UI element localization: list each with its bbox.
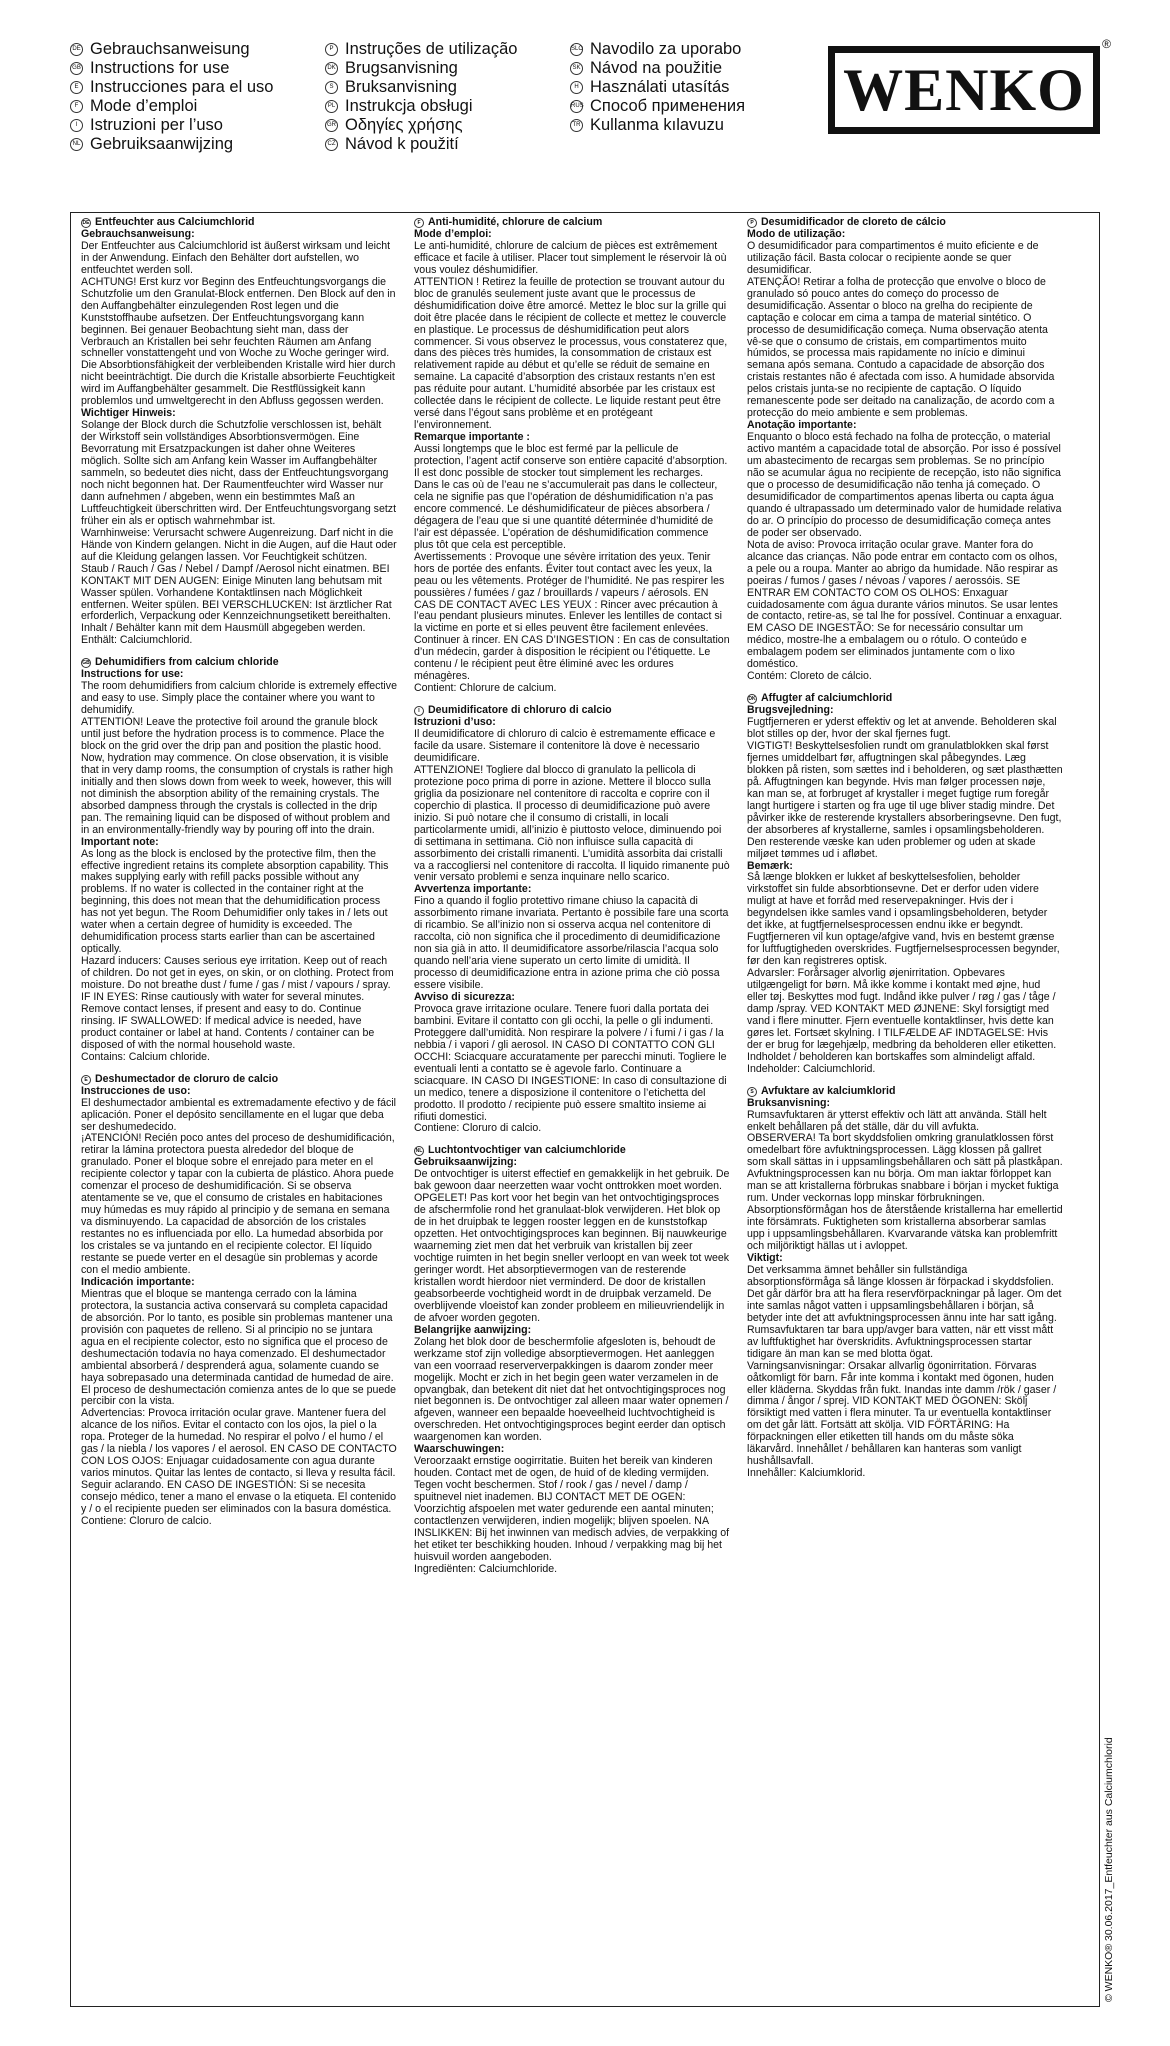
section-paragraph: VIGTIGT! Beskyttelsesfolien rundt om granulatblokken skal først fjernes umiddelbart før, affugtningen skal påbegyndes. Læg blokken på risten, som sættes ind i beholderen, og sæt plasthætten på. Affugtningen kan begynde. Hvis man følger processen nøje, kan man se, at forbruget af krystaller i meget fugtige rum foregår langt hurtigere i starten og fra uge til uge bliver stadig mindre. Det påvirker ikke de resterende krystallers absorberingsevne. Den fugt, der absorberes af krystallerne, samles i opsamlingsbeholderen. Den resterende væske kan uden problemer og uden at skade miljøet tømmes ud i afløbet. bbox=[747, 739, 1063, 860]
section-paragraph: Solange der Block durch die Schutzfolie verschlossen ist, behält der Wirkstoff sein vollständiges Absorbtionsvermögen. Eine Bevorratung mit Ersatzpackungen ist daher ohne Weiteres möglich. Sollte sich am Anfang kein Wasser im Auffangbehälter sammeln, so bedeutet dies nicht, dass der Entfeuchtungsvorgang noch nicht begonnen hat. Der Raumentfeuchter wird Wasser nur dann aufnehmen / abgeben, wenn ein bestimmtes Maß an Luftfeuchtigkeit überschritten wird. Der Entfeuchtungsvorgang setzt früher ein als er optisch wahrnehmbar ist. bbox=[81, 419, 397, 527]
section-paragraph: Fino a quando il foglio protettivo rimane chiuso la capacità di assorbimento rimane invariata. Pertanto è possibile fare una scorta di ricambio. Se all’inizio non si osserva acqua nel contenitore di raccolta, ciò non significa che il procedimento di deumidificazione non sia già in atto. Il deumidificatore assorbe/rilascia l’acqua solo quando nell’aria viene superato un certo limite di umidità. Il processo di deumidificazione entra in azione prima che ciò possa essere visibile. bbox=[414, 895, 729, 992]
language-code-badge: P bbox=[747, 218, 757, 228]
section-paragraph: De ontvochtiger is uiterst effectief en gemakkelijk in het gebruik. De bak gewoon daar neerzetten waar vocht onttrokken moet worden. bbox=[414, 1168, 730, 1193]
section-paragraph: Gebrauchsanweisung: bbox=[81, 227, 195, 240]
language-label: Instruções de utilização bbox=[345, 40, 518, 58]
section-paragraph: Instructions for use: bbox=[81, 668, 184, 681]
section-paragraph: Instrucciones de uso: bbox=[81, 1084, 191, 1097]
footer-code: © WENKO® 30.06.2017_Entfeuchter aus Calciumchlorid bbox=[1103, 1737, 1115, 2002]
section-paragraph: As long as the block is enclosed by the protective film, then the effective ingredient retains its complete absorption capability. This makes supplying early with refill packs possible without any problems. If no water is collected in the container right at the beginning, this does not mean that the dehumidification process has not yet begun. The Room Dehumidifier only takes in / lets out water when a certain degree of humidity is exceeded. The dehumidification process starts earlier than can be ascertained optically. bbox=[81, 847, 389, 956]
language-code-badge: SK bbox=[570, 62, 583, 75]
section-paragraph: Provoca grave irritazione oculare. Tenere fuori dalla portata dei bambini. Evitare il contatto con gli occhi, la pelle o gli indumenti. Proteggere dall’umidità. Non respirare la polvere / i fumi / i gas / la nebbia / i vapori / gli aerosol. IN CASO DI CONTATTO CON GLI OCCHI: Sciacquare accuratamente per parecchi minuti. Togliere le eventuali lenti a contatto se è agevole farlo. Continuare a sciacquare. IN CASO DI INGESTIONE: In caso di consultazione di un medico, tenere a disposizione il contenitore o l’etichetta del prodotto. Il prodotto / recipiente può essere smaltito insieme ai rifiuti domestici. bbox=[414, 1002, 727, 1123]
section-fr bbox=[414, 217, 730, 695]
section-paragraph: Advarsler: Forårsager alvorlig øjenirritation. Opbevares utilgængeligt for børn. Må ikke komme i kontakt med øjne, hud eller tøj. Beskyttes mod fugt. Indånd ikke pulver / røg / gas / tåge / damp /spray. VED KONTAKT MED ØJNENE: Skyl forsigtigt med vand i flere minutter. Fjern eventuelle kontaktlinser, hvis dette kan gøres let. Fortsæt skylning. I TILFÆLDE AF INDTAGELSE: Hvis der er brug for lægehjælp, medbring da beholderen eller etiketten. Indholdet / beholderen kan bortskaffes som almindeligt affald. bbox=[747, 967, 1057, 1063]
section-paragraph: The room dehumidifiers from calcium chloride is extremely effective and easy to use. Simply place the container where you want to dehumidify. bbox=[81, 680, 397, 717]
section-paragraph: Contém: Cloreto de cálcio. bbox=[747, 670, 872, 683]
language-code-badge: F bbox=[414, 218, 424, 228]
language-item bbox=[570, 116, 745, 135]
section-paragraph: ATTENTION! Leave the protective foil around the granule block until just before the hydration process is to commence. Place the block on the grid over the drip pan and position the plastic hood. Now, hydration may commence. On close observation, it is visible that in very damp rooms, the consumption of crystals is rather high initially and then slows down from week to week, however, this will not diminish the absorption ability of the remaining crystals. The absorbed dampness through the crystals is collected in the drip pan. The remaining liquid can be disposed of without problem and in an environmentally-friendly way by pouring off into the drain. bbox=[81, 716, 394, 836]
language-item bbox=[70, 116, 273, 135]
section-title-text: Avfuktare av kalciumklorid bbox=[761, 1084, 896, 1097]
section-paragraph: Istruzioni d’uso: bbox=[414, 716, 496, 729]
language-code-badge: S bbox=[325, 81, 338, 94]
section-title bbox=[81, 1074, 397, 1086]
section-paragraph: Hazard inducers: Causes serious eye irritation. Keep out of reach of children. Do not get in eyes, on skin, or on clothing. Protect from moisture. Do not breathe dust / fume / gas / mist / vapours / spray. IF IN EYES: Rinse cautiously with water for several minutes. Remove contact lenses, if present and easy to do. Continue rinsing. IF SWALLOWED: If medical advice is needed, have product container or label at hand. Contents / container can be disposed of with the normal household waste. bbox=[81, 955, 394, 1051]
language-code-badge: I bbox=[414, 706, 424, 716]
instructions-box bbox=[70, 212, 1100, 2007]
language-label: Használati utasítás bbox=[590, 78, 730, 96]
section-paragraph: Avviso di sicurezza: bbox=[414, 991, 515, 1003]
language-label: Navodilo za uporabo bbox=[590, 40, 742, 58]
language-item bbox=[325, 116, 517, 135]
language-list-1 bbox=[70, 40, 273, 154]
language-list-3 bbox=[570, 40, 745, 135]
section-pt bbox=[747, 217, 1063, 683]
language-code-badge: P bbox=[325, 43, 338, 56]
section-paragraph: Modo de utilização: bbox=[747, 227, 846, 240]
section-paragraph: Anotação importante: bbox=[747, 419, 857, 432]
language-code-badge: GR bbox=[325, 119, 338, 132]
language-item bbox=[70, 59, 273, 78]
section-paragraph: Ingrediënten: Calciumchloride. bbox=[414, 1562, 558, 1575]
section-paragraph: Indicación importante: bbox=[81, 1275, 195, 1288]
section-paragraph: Der Entfeuchter aus Calciumchlorid ist äußerst wirksam und leicht in der Anwendung. Einfach den Behälter dort aufstellen, wo entfeuchtet werden soll. bbox=[81, 239, 391, 276]
language-item bbox=[325, 78, 517, 97]
language-item bbox=[325, 59, 517, 78]
section-paragraph: ATTENZIONE! Togliere dal blocco di granulato la pellicola di protezione poco prima di porre in azione. Mettere il blocco sulla griglia da posizionare nel contenitore di raccolta e coprire con il coperchio di plastica. Il processo di deumidificazione può avere inizio. Si può notare che il consumo di cristalli, in locali particolarmente umidi, all’inizio è piuttosto veloce, diminuendo poi di settimana in settimana. Ciò non influisce sulla capacità di assorbimento dei cristalli rimanenti. L’umidità assorbita dai cristalli va a raccogliersi nel contenitore di raccolta. Il liquido rimanente può venir versato problemi e senza inquinare nello scarico. bbox=[414, 763, 730, 884]
section-paragraph: OPGELET! Pas kort voor het begin van het ontvochtigingsproces de afschermfolie rond het granulaat-blok verwijderen. Het blok op de in het druipbak te leggen rooster leggen en de kunststofkap opzetten. Het ontvochtigingsproces kan beginnen. Bij nauwkeurige waarneming ziet men dat het verbruik van kristallen bij zeer vochtige ruimten in het begin sneller verloopt en van week tot week geringer wordt. Het absorptievermogen van de resterende kristallen wordt hierdoor niet verminderd. De door de kristallen geabsorbeerde vochtigheid wordt in de druipbak verzameld. De overblijvende vloeistof kan zonder probleem en milieuvriendelijk in de afvoer worden gegoten. bbox=[414, 1192, 730, 1324]
section-paragraph: Contient: Chlorure de calcium. bbox=[414, 682, 557, 695]
section-paragraph: Mode d’emploi: bbox=[414, 227, 492, 240]
section-paragraph: ¡ATENCIÓN! Recién poco antes del proceso de deshumidificación, retirar la lámina protectora puesta alrededor del bloque de granulado. Poner el bloque sobre el enrejado para meter en el recipiente colector y tapar con la cubierta de plástico. Ahora puede comenzar el proceso de deshumidificación. Si se observa atentamente se ve, que el consumo de cristales en habitaciones muy húmedas es muy rápido al principio y de semana en semana va disminuyendo. La capacidad de absorción de los cristales restantes no es influenciada por ello. La humedad absorbida por los cristales se va juntando en el recipiente colector. El líquido restante se puede verter en el desagüe sin problemas y acorde con el medio ambiente. bbox=[81, 1132, 395, 1276]
language-item bbox=[70, 40, 273, 59]
language-label: Návod na použitie bbox=[590, 59, 723, 77]
column-3 bbox=[747, 217, 1063, 2002]
section-paragraph: Det verksamma ämnet behåller sin fullständiga absorptionsförmåga så länge klossen är förpackad i skyddsfolien. Det går därför bra att ha flera reservförpackningar på lager. Om det inte samlas något vatten i uppsamlingsbehållaren i början, så betyder inte det att avfuktningsprocessen ännu inte har satt igång. Rumsavfuktaren tar bara upp/avger bara vatten, när ett visst mått av luftfuktighet har överskridits. Avfuktningsprocessen startar tidigare än man kan se med blotta ögat. bbox=[747, 1263, 1062, 1360]
language-code-badge: RUS bbox=[570, 100, 583, 113]
language-label: Instrucciones para el uso bbox=[90, 78, 274, 96]
section-paragraph: Il deumidificatore di chloruro di calcio è estremamente efficace e facile da usare. Sistemare il contenitore là dove è necessario deumidificare. bbox=[414, 728, 716, 764]
section-paragraph: Gebruiksaanwijzing: bbox=[414, 1156, 518, 1169]
language-code-badge: F bbox=[70, 100, 83, 113]
language-label: Gebruiksaanwijzing bbox=[90, 135, 234, 153]
language-code-badge: DK bbox=[325, 62, 338, 75]
section-paragraph: Warnhinweise: Verursacht schwere Augenreizung. Darf nicht in die Hände von Kindern gelangen. Nicht in die Augen, auf die Haut oder auf die Kleidung gelangen lassen. Vor Feuchtigkeit schützen. Staub / Rauch / Gas / Nebel / Dampf /Aerosol nicht einatmen. BEI KONTAKT MIT DEN AUGEN: Einige Minuten lang behutsam mit Wasser spülen. Vorhandene Kontaktlinsen nach Möglichkeit entfernen. Weiter spülen. BEI VERSCHLUCKEN: Ist ärztlicher Rat erforderlich, Verpackung oder Kennzeichnungsetikett bereithalten. Inhalt / Behälter kann mit dem Hausmüll abgegeben werden. bbox=[81, 526, 397, 635]
column-1 bbox=[81, 217, 397, 2002]
section-paragraph: Innehåller: Kalciumklorid. bbox=[747, 1467, 866, 1480]
section-it bbox=[414, 705, 730, 1135]
section-paragraph: OBSERVERA! Ta bort skyddsfolien omkring granulatklossen först omedelbart före avfuktningsprocessen. Lägg klossen på gallret som skall sättas in i uppsamlingsbehållaren och sätt på plastkåpan. Avfuktningsprocessen kan nu börja. Om man iaktar förloppet kan man se att kristallerna förbrukas snabbare i början i mycket fuktiga rum. Under veckornas lopp minskar förbrukningen. Absorptionsförmågan hos de återstående kristallerna har emellertid inte försämrats. Fuktigheten som kristallerna absorberar samlas upp i uppsamlingsbehållaren. Kvarvarande vätska kan problemfritt och miljöriktigt hällas ut i avloppet. bbox=[747, 1132, 1063, 1253]
section-paragraph: Contains: Calcium chloride. bbox=[81, 1050, 210, 1063]
language-code-badge: H bbox=[570, 81, 583, 94]
section-title-text: Luchtontvochtiger van calciumchloride bbox=[428, 1144, 626, 1157]
language-code-badge: E bbox=[81, 1075, 91, 1085]
language-code-badge: NL bbox=[415, 1148, 423, 1155]
language-item bbox=[70, 97, 273, 116]
section-paragraph: Avvertenza importante: bbox=[414, 883, 532, 896]
section-paragraph: Wichtiger Hinweis: bbox=[81, 407, 176, 420]
section-paragraph: Belangrijke aanwijzing: bbox=[414, 1323, 532, 1336]
section-paragraph: Varningsanvisningar: Orsakar allvarlig ögonirritation. Förvaras oåtkomligt för barn. Får inte komma i kontakt med ögonen, huden eller kläderna. Skyddas från fukt. Inandas inte damm /rök / gaser / dimma / ångor / sprej. VID KONTAKT MED ÖGONEN: Skölj försiktigt med vatten i flera minuter. Ta ur eventuella kontaktlinser om det går lätt. Fortsätt att skölja. VID FÖRTÄRING: Ha förpackningen eller etiketten till hands om du måste söka läkarvård. Innehållet / behållaren kan hanteras som vanligt hushållsavfall. bbox=[747, 1359, 1057, 1468]
language-code-badge: DE bbox=[70, 43, 83, 56]
language-list-2 bbox=[325, 40, 517, 154]
language-item bbox=[70, 78, 273, 97]
section-paragraph: Remarque importante : bbox=[414, 431, 530, 444]
section-paragraph: Så længe blokken er lukket af beskyttelsesfolien, beholder virkstoffet sin fulde absorbtionsevne. Det er derfor uden videre muligt at have et forråd med reservepakninger. Hvis der i begyndelsen ikke samles vand i opsamlingsbeholderen, betyder det ikke, at fugtfjernelsesprocessen endnu ikke er begyndt. Fugtfjerneren vil kun optage/afgive vand, hvis en bestemt grænse for luftfugtigheden overskrides. Fugtfjernelsesprocessen begynder, før den kan registreres optisk. bbox=[747, 871, 1060, 968]
language-label: Bruksanvisning bbox=[345, 78, 457, 96]
section-paragraph: Waarschuwingen: bbox=[414, 1443, 505, 1456]
section-paragraph: Aussi longtemps que le bloc est fermé par la pellicule de protection, l’agent actif conserve son entière capacité d’absorption. Il est donc possible de stocker tout simplement les recharges. Dans le cas où de l’eau ne s’accumulerait pas dans le collecteur, cela ne signifie pas que l’opération de déshumidification n’a pas encore commencé. Le déshumidificateur de pièces absorbera / dégagera de l’eau que si une quantité déterminée d’humidité de l’air est dépassée. L’opération de déshumidification commence plus tôt que cela est perceptible. bbox=[414, 443, 728, 551]
section-paragraph: Nota de aviso: Provoca irritação ocular grave. Manter fora do alcance das crianças. Não pode entrar em contacto com os olhos, a pele ou a roupa. Manter ao abrigo da humidade. Não respirar as poeiras / fumos / gases / névoas / vapores / aerossóis. SE ENTRAR EM CONTACTO COM OS OLHOS: Enxaguar cuidadosamente com água durante vários minutos. Se usar lentes de contacto, retire-as, se tal lhe for possível. Continuar a enxaguar. EM CASO DE INGESTÃO: Se for necessário consultar um médico, mostre-lhe a embalagem ou o rótulo. O conteúdo e embalagem podem ser eliminados juntamente com o lixo doméstico. bbox=[747, 538, 1063, 671]
language-label: Gebrauchsanweisung bbox=[90, 40, 250, 58]
language-label: Instrukcja obsługi bbox=[345, 97, 473, 115]
language-code-badge: DK bbox=[748, 696, 756, 703]
section-paragraph: Enquanto o bloco está fechado na folha de protecção, o material activo mantém a capacidade total de absorção. Por isso é possível um abastecimento de recargas sem problemas. Se no princípio não se acumular água no recipiente de recepção, isto não significa que o processo de desumidificação não tenha já começado. O desumidificador de compartimentos apenas liberta ou capta água quando é ultrapassado um determinado valor de humidade relativa do ar. O princípio do processo de desumidificação começa antes de poder ser observado. bbox=[747, 431, 1062, 539]
language-label: Instructions for use bbox=[90, 59, 230, 77]
language-item bbox=[570, 40, 745, 59]
section-paragraph: Indeholder: Calciumchlorid. bbox=[747, 1062, 876, 1075]
section-paragraph: Contiene: Cloruro de calcio. bbox=[81, 1514, 212, 1527]
language-code-badge: CZ bbox=[325, 138, 338, 151]
section-paragraph: El deshumectador ambiental es extremadamente efectivo y de fácil aplicación. Poner el depósito sencillamente en el lugar que deba ser deshumedecido. bbox=[81, 1096, 397, 1133]
section-paragraph: Bruksanvisning: bbox=[747, 1096, 831, 1109]
language-label: Brugsanvisning bbox=[345, 59, 458, 77]
language-code-badge: I bbox=[70, 119, 83, 132]
language-label: Istruzioni per l’uso bbox=[90, 116, 223, 134]
section-paragraph: Veroorzaakt ernstige oogirritatie. Buiten het bereik van kinderen houden. Contact met de ogen, de huid of de kleding vermijden. Tegen vocht beschermen. Stof / rook / gas / nevel / damp / spuitnevel niet inademen. BIJ CONTACT MET DE OGEN: Voorzichtig afspoelen met water gedurende een aantal minuten; contactlenzen verwijderen, indien mogelijk; blijven spoelen. NA INSLIKKEN: Bij het inwinnen van medisch advies, de verpakking of het etiket ter beschikking houden. Inhoud / verpakking mag bij het huisvuil worden aangeboden. bbox=[414, 1455, 730, 1563]
language-item bbox=[325, 40, 517, 59]
logo-registered-mark: ® bbox=[1102, 37, 1111, 51]
language-code-badge: SLO bbox=[570, 43, 583, 56]
section-paragraph: Zolang het blok door de beschermfolie afgesloten is, behoudt de werkzame stof zijn volledige absorptievermogen. Het aanleggen van een voorraad reserververpakkingen is daarom zonder meer mogelijk. Mocht er zich in het begin geen water verzamelen in de opvangbak, dan betekent dit niet dat het ontvochtigingsproces nog niet begonnen is. De ontvochtiger zal alleen maar water opnemen / afgeven, wanneer een bepaalde hoeveelheid luchtvochtigheid is overschreden. Het ontvochtigingsproces begint eerder dan optisch waargenomen kan worden. bbox=[414, 1335, 729, 1444]
language-code-badge: E bbox=[70, 81, 83, 94]
section-title-text: Desumidificador de cloreto de cálcio bbox=[761, 217, 946, 228]
language-label: Mode d’emploi bbox=[90, 97, 198, 115]
section-paragraph: Mientras que el bloque se mantenga cerrado con la lámina protectora, la sustancia activa conservará su completa capacidad de absorción. Por lo tanto, es posible sin problemas mantener una provisión con paquetes de relleno. Si al principio no se juntara agua en el recipiente colector, esto no significa que el proceso de deshumectación todavía no haya comenzado. El deshumectador ambiental absorberá / desprenderá agua, solamente cuando se haya sobrepasado una determinada cantidad de humedad de aire. El proceso de deshumectación comienza antes de lo que se puede percibir con la vista. bbox=[81, 1287, 397, 1408]
section-nl bbox=[414, 1145, 730, 1575]
section-paragraph: O desumidificador para compartimentos é muito eficiente e de utilização fácil. Basta colocar o recipiente aonde se quer desumidificar. bbox=[747, 239, 1039, 276]
language-code-badge: NL bbox=[70, 138, 83, 151]
section-dk bbox=[747, 693, 1063, 1076]
section-title-text: Affugter af calciumchlorid bbox=[761, 692, 893, 705]
language-label: Οδηγίες χρήσης bbox=[345, 116, 463, 134]
language-label: Kullanma kılavuzu bbox=[590, 116, 724, 134]
section-paragraph: Le anti-humidité, chlorure de calcium de pièces est extrêmement efficace et facile à utiliser. Placer tout simplement le réservoir là où vous voulez déshumidifier. bbox=[414, 239, 727, 276]
section-title-text: Dehumidifiers from calcium chloride bbox=[95, 656, 279, 669]
section-paragraph: ACHTUNG! Erst kurz vor Beginn des Entfeuchtungsvorgangs die Schutzfolie um den Granulat-Block entfernen. Den Block auf den in den Auffangbehälter einzulegenden Rost legen und die Kunststoffhaube aufsetzen. Der Entfeuchtungsvorgang kann beginnen. Bei genauer Beobachtung sieht man, dass der Verbrauch an Kristallen bei sehr feuchten Räumen am Anfang schneller vonstattengeht und von Woche zu Woche geringer wird. Die Absorbtionsfähigkeit der verbleibenden Kristalle wird hier durch nicht beeinträchtigt. Die durch die Kristalle absorbierte Feuchtigkeit wird im Auffangbehälter gesammelt. Die Restflüssigkeit kann problemlos und umweltgerecht in den Abfluss gegossen werden. bbox=[81, 275, 396, 408]
section-title-text: Entfeuchter aus Calciumchlorid bbox=[95, 217, 255, 228]
logo-text: WENKO bbox=[843, 56, 1085, 123]
section-title-text: Deshumectador de cloruro de calcio bbox=[95, 1072, 279, 1085]
section-paragraph: Contiene: Cloruro di calcio. bbox=[414, 1122, 542, 1135]
language-item bbox=[570, 78, 745, 97]
language-code-badge: PL bbox=[325, 100, 338, 113]
language-code-badge: TR bbox=[570, 119, 583, 132]
wenko-logo bbox=[828, 37, 1111, 134]
section-paragraph: Fugtfjerneren er yderst effektiv og let at anvende. Beholderen skal blot stilles op der, hvor der skal fjernes fugt. bbox=[747, 716, 1057, 741]
language-item bbox=[570, 59, 745, 78]
language-item bbox=[70, 135, 273, 154]
section-paragraph: Viktigt: bbox=[747, 1252, 783, 1265]
section-paragraph: Advertencias: Provoca irritación ocular grave. Mantener fuera del alcance de los niños. Evitar el contacto con los ojos, la piel o la ropa. Proteger de la humedad. No respirar el polvo / el humo / el gas / la niebla / los vapores / el aerosol. EN CASO DE CONTACTO CON LOS OJOS: Enjuagar cuidadosamente con agua durante varios minutos. Quitar las lentes de contacto, si lleva y resulta fácil. Seguir aclarando. EN CASO DE INGESTIÓN: Si se necesita consejo médico, tener a mano el envase o la etiqueta. El contenido y / o el recipiente pueden ser eliminados con la basura doméstica. bbox=[81, 1407, 397, 1516]
language-code-badge: DE bbox=[82, 219, 90, 226]
section-se bbox=[747, 1086, 1063, 1480]
section-paragraph: ATENÇÃO! Retirar a folha de protecção que envolve o bloco de granulado só pouco antes do começo do processo de desumidificação. Assentar o bloco na grelha do recipiente de captação e colocar em cima a tampa de material sintético. O processo de desumidificação começa. Numa observação atenta vê-se que o consumo de cristais, em compartimentos muito húmidos, se processa mais rapidamente no início e diminui semana após semana. Contudo a capacidade de absorção dos cristais restantes não é afectada com isso. A humidade absorvida pelos cristais junta-se no recipiente de captação. O líquido remanescente pode ser deitado na canalização, de acordo com a protecção do meio ambiente e sem problemas. bbox=[747, 275, 1055, 420]
section-title-text: Anti-humidité, chlorure de calcium bbox=[428, 217, 603, 228]
language-label: Návod k použití bbox=[345, 135, 459, 153]
language-code-badge: GB bbox=[70, 62, 83, 75]
section-paragraph: Important note: bbox=[81, 835, 159, 848]
column-2 bbox=[414, 217, 730, 2002]
section-paragraph: Avertissements : Provoque une sévère irritation des yeux. Tenir hors de portée des enfants. Éviter tout contact avec les yeux, la peau ou les vêtements. Protéger de l’humidité. Ne pas respirer les poussières / fumées / gaz / brouillards / vapeurs / aérosols. EN CAS DE CONTACT AVEC LES YEUX : Rincer avec précaution à l’eau pendant plusieurs minutes. Enlever les lentilles de contact si la victime en porte et si elles peuvent être facilement enlevées. Continuer à rincer. EN CAS D’INGESTION : En cas de consultation d’un médecin, garder à disposition le récipient ou l’étiquette. Le contenu / le récipient peut être éliminé avec les ordures ménagères. bbox=[414, 550, 730, 683]
language-item bbox=[570, 97, 745, 116]
section-paragraph: ATTENTION ! Retirez la feuille de protection se trouvant autour du bloc de granulés seulement juste avant que le processus de déshumidification doive être amorcé. Mettez le bloc sur la grille qui doit être placée dans le récipient de collecte et mettez le couvercle en plastique. Le processus de déshumidification peut alors commencer. Si vous observez le processus, vous constaterez que, dans des pièces très humides, la consommation de cristaux est relativement rapide au début et qu’elle se réduit de semaine en semaine. La capacité d’absorption des cristaux restants n’en est pas réduite pour autant. L’humidité absorbée par les cristaux est collectée dans le récipient de collecte. Le liquide restant peut être versé dans l’égout sans problème et en protégeant l’environnement. bbox=[414, 275, 728, 432]
section-paragraph: Bemærk: bbox=[747, 859, 793, 872]
language-item bbox=[325, 135, 517, 154]
language-item bbox=[325, 97, 517, 116]
section-es bbox=[81, 1074, 397, 1528]
section-title-text: Deumidificatore di chloruro di calcio bbox=[428, 704, 612, 717]
section-title bbox=[747, 1086, 1063, 1098]
section-paragraph: Enthält: Calciumchlorid. bbox=[81, 634, 193, 647]
language-label: Способ применения bbox=[590, 97, 746, 115]
section-paragraph: Brugsvejledning: bbox=[747, 704, 834, 717]
section-de bbox=[81, 217, 397, 647]
language-code-badge: GB bbox=[82, 660, 90, 667]
section-gb bbox=[81, 657, 397, 1063]
language-code-badge: S bbox=[747, 1087, 757, 1097]
document-header bbox=[70, 37, 1111, 160]
section-paragraph: Rumsavfuktaren är ytterst effektiv och lätt att använda. Ställ helt enkelt behållaren på det ställe, där du vill avfukta. bbox=[747, 1108, 1047, 1133]
